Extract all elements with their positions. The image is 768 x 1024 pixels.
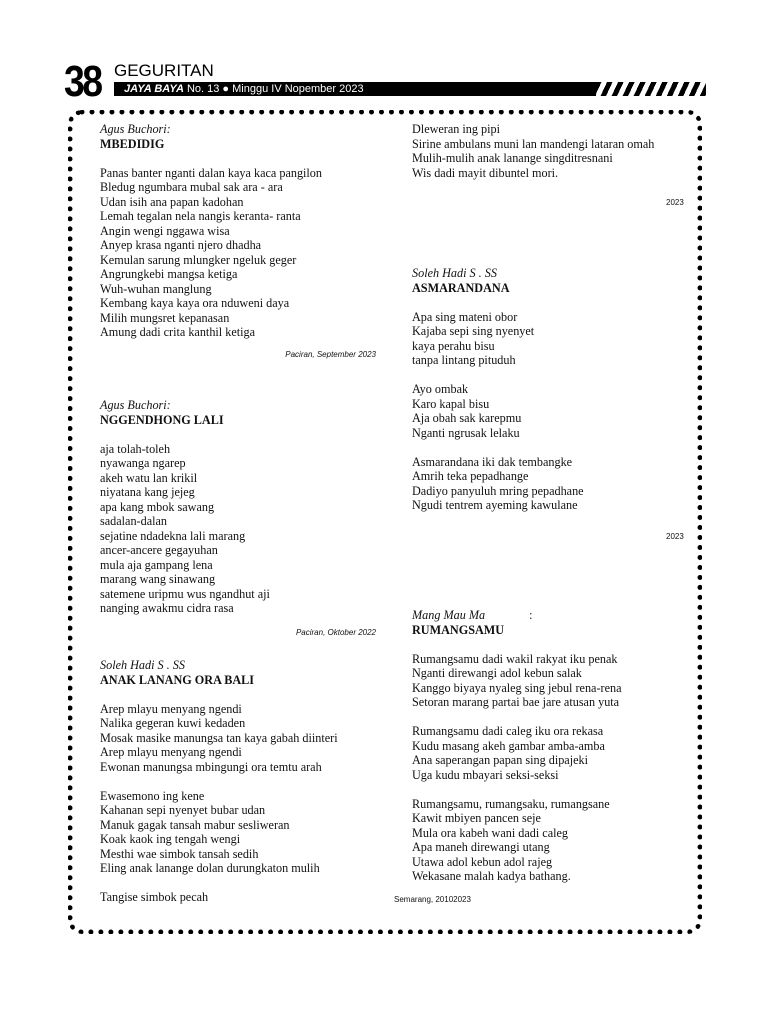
magazine-name: JAYA BAYA bbox=[124, 83, 184, 95]
poem-line: Amung dadi crita kanthil ketiga bbox=[100, 325, 256, 339]
poem-line: Milih mungsret kepanasan bbox=[100, 310, 230, 325]
poem-line: Anyep krasa nganti njero dhadha bbox=[100, 238, 262, 252]
page-number: 38 bbox=[64, 57, 101, 106]
poem-line: Udan isih ana papan kadohan bbox=[100, 194, 244, 209]
poem-line: Aja obah sak karepmu bbox=[412, 411, 522, 425]
poem-line: niyatana kang jejeg bbox=[100, 485, 195, 499]
poem-line: Wekasane malah kadya bathang. bbox=[412, 869, 571, 883]
poem-author: Soleh Hadi S . SS bbox=[412, 266, 497, 280]
poem-line: kaya perahu bisu bbox=[412, 338, 495, 353]
poem-title: NGGENDHONG LALI bbox=[100, 412, 224, 427]
poem-line: Lemah tegalan nela nangis keranta- ranta bbox=[100, 209, 301, 223]
poem-line: Kahanan sepi nyenyet bubar udan bbox=[100, 803, 266, 817]
poem-line: apa kang mbok sawang bbox=[100, 499, 215, 514]
header-stripes bbox=[596, 82, 706, 96]
poem-author bbox=[412, 608, 692, 623]
poem-year: 2023 bbox=[666, 532, 684, 541]
poem-title: ANAK LANANG ORA BALI bbox=[100, 672, 255, 687]
poem-line: Kudu masang akeh gambar amba-amba bbox=[412, 738, 605, 753]
poem-line: ancer-ancere gegayuhan bbox=[100, 543, 218, 557]
poem-line: Ana saperangan papan sing dipajeki bbox=[412, 753, 588, 767]
poem-line: Mulih-mulih anak lanange singditresnani bbox=[412, 151, 613, 165]
poem-author-colon: : bbox=[529, 608, 533, 622]
poem-line: Arep mlayu menyang ngendi bbox=[100, 701, 242, 716]
poem-line: marang wang sinawang bbox=[100, 572, 216, 586]
poem-line: Arep mlayu menyang ngendi bbox=[100, 745, 242, 759]
poem-rumangsamu bbox=[412, 608, 692, 884]
poem-line: Tangise simbok pecah bbox=[100, 890, 209, 904]
poem-line: Setoran marang partai bae jare atusan yuta bbox=[412, 695, 620, 709]
poem-line: Mosak masike manungsa tan kaya gabah diinteri bbox=[100, 730, 338, 745]
poem-line: Kemulan sarung mlungker ngeluk geger bbox=[100, 252, 297, 267]
poem-line: Bledug ngumbara mubal sak ara - ara bbox=[100, 180, 283, 194]
poem-line: Utawa adol kebun adol rajeg bbox=[412, 854, 553, 869]
poem-line: Ewonan manungsa mbingungi ora temtu arah bbox=[100, 759, 322, 774]
poem-line: Sirine ambulans muni lan mandengi lataran omah bbox=[412, 136, 655, 151]
poem-line: Rumangsamu dadi caleg iku ora rekasa bbox=[412, 724, 604, 738]
poem-line: sadalan-dalan bbox=[100, 514, 167, 528]
poem-line: Kajaba sepi sing nyenyet bbox=[412, 324, 535, 338]
poem-line: Nganti direwangi adol kebun salak bbox=[412, 666, 582, 680]
poem-line: Apa maneh direwangi utang bbox=[412, 840, 550, 854]
poem-line: Kawit mbiyen pancen seje bbox=[412, 811, 541, 825]
poem-line: Eling anak lanange dolan durungkaton mulih bbox=[100, 861, 320, 875]
poem-line: Ewasemono ing kene bbox=[100, 788, 205, 803]
poem-line: Panas banter nganti dalan kaya kaca pangilon bbox=[100, 165, 322, 180]
poem-place-date: Paciran, Oktober 2022 bbox=[295, 627, 376, 637]
poem-line: Dleweran ing pipi bbox=[412, 122, 500, 136]
poem-anak-lanang-ora-bali bbox=[100, 658, 390, 905]
poem-author-name: Mang Mau Ma bbox=[412, 608, 486, 622]
poem-line: Asmarandana iki dak tembangke bbox=[412, 454, 573, 469]
poem-line: nyawanga ngarep bbox=[100, 456, 186, 470]
issue-band bbox=[114, 82, 596, 96]
section-title: GEGURITAN bbox=[114, 61, 214, 80]
poem-year: 2023 bbox=[666, 198, 684, 207]
poem-line: akeh watu lan krikil bbox=[100, 470, 198, 485]
poem-line: Rumangsamu dadi wakil rakyat iku penak bbox=[412, 651, 618, 666]
poem-line: Amrih teka pepadhange bbox=[412, 469, 529, 483]
poem-line: Apa sing mateni obor bbox=[412, 309, 518, 324]
poem-asmarandana bbox=[412, 266, 692, 513]
poem-author: Soleh Hadi S . SS bbox=[100, 658, 185, 672]
poem-line: Manuk gagak tansah mabur sesliweran bbox=[100, 817, 290, 832]
poem-line: Nalika gegeran kuwi kedaden bbox=[100, 716, 246, 730]
poem-line: sejatine ndadekna lali marang bbox=[100, 528, 246, 543]
issue-info: No. 13 ● Minggu IV Nopember 2023 bbox=[183, 83, 364, 95]
poem-place-date: Semarang, 20102023 bbox=[394, 895, 471, 904]
poem-line: aja tolah-toleh bbox=[100, 441, 171, 456]
poem-line: nanging awakmu cidra rasa bbox=[100, 601, 234, 615]
poem-place-date: Paciran, September 2023 bbox=[285, 349, 376, 359]
poem-author: Agus Buchori: bbox=[100, 122, 171, 136]
poem-author: Agus Buchori: bbox=[100, 398, 171, 412]
poem-line: Dadiyo panyuluh mring pepadhane bbox=[412, 483, 584, 498]
poem-line: Ngudi tentrem ayeming kawulane bbox=[412, 498, 578, 512]
poem-title: RUMANGSAMU bbox=[412, 622, 505, 637]
poem-line: mula aja gampang lena bbox=[100, 557, 213, 572]
poem-line: Ayo ombak bbox=[412, 382, 469, 396]
poem-line: Karo kapal bisu bbox=[412, 396, 490, 411]
poem-line: Rumangsamu, rumangsaku, rumangsane bbox=[412, 796, 610, 811]
poem-line: Uga kudu mbayari seksi-seksi bbox=[412, 767, 559, 782]
poem-line: Mesthi wae simbok tansah sedih bbox=[100, 846, 259, 861]
poem-line: Wis dadi mayit dibuntel mori. bbox=[412, 165, 559, 180]
poem-line: satemene uripmu wus ngandhut aji bbox=[100, 586, 270, 601]
poem-line: Koak kaok ing tengah wengi bbox=[100, 832, 241, 846]
poem-line: Wuh-wuhan manglung bbox=[100, 281, 212, 296]
poem-mbedidig bbox=[100, 122, 376, 360]
poem-line: tanpa lintang pituduh bbox=[412, 353, 516, 367]
poem-line: Nganti ngrusak lelaku bbox=[412, 425, 520, 440]
poem-nggendhong-lali bbox=[100, 398, 376, 638]
poem-line: Angin wengi nggawa wisa bbox=[100, 223, 230, 238]
poem-title: ASMARANDANA bbox=[412, 280, 510, 295]
poem-line: Mula ora kabeh wani dadi caleg bbox=[412, 825, 569, 840]
poem-line: Angrungkebi mangsa ketiga bbox=[100, 267, 238, 281]
poem-anak-lanang-continued bbox=[412, 122, 692, 180]
poem-title: MBEDIDIG bbox=[100, 136, 165, 151]
poem-line: Kembang kaya kaya ora nduweni daya bbox=[100, 296, 290, 310]
poem-line: Kanggo biyaya nyaleg sing jebul rena-rena bbox=[412, 680, 622, 695]
